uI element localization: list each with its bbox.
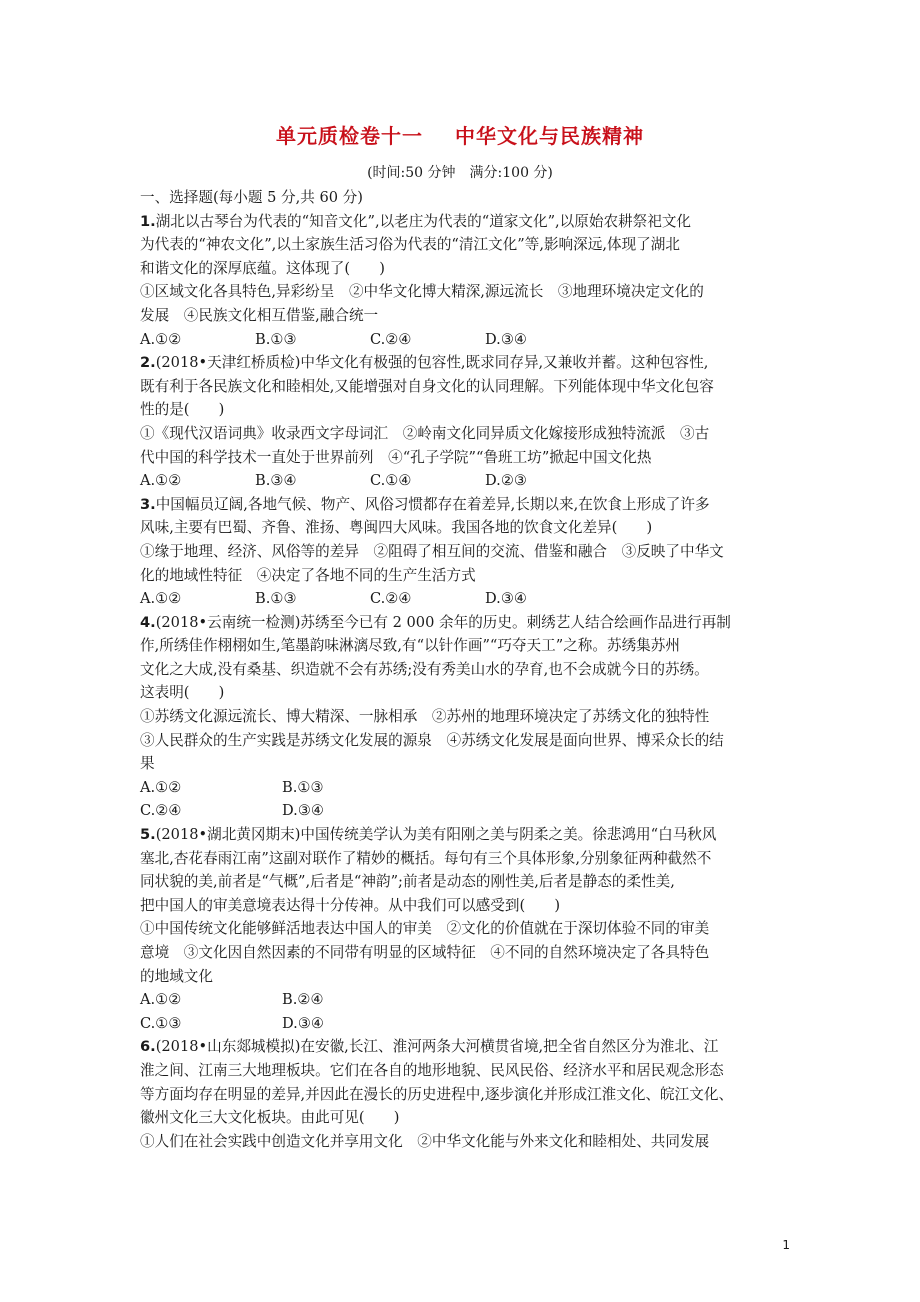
question-text: 风味,主要有巴蜀、齐鲁、淮扬、粤闽四大风味。我国各地的饮食文化差异( ) — [140, 519, 653, 537]
question-line — [140, 493, 780, 517]
exam-score: 满分:100 分) — [469, 165, 553, 181]
question-list — [140, 186, 780, 1153]
question-line — [140, 304, 780, 328]
question-line — [140, 564, 780, 588]
question-text: (2018•天津红桥质检)中华文化有极强的包容性,既求同存异,又兼收并蓄。这种包容性, — [155, 354, 709, 372]
title-part-2: 中华文化与民族精神 — [455, 124, 644, 148]
question-line — [140, 1130, 780, 1154]
question-line — [140, 941, 780, 965]
question-line — [140, 658, 780, 682]
question-text: ①《现代汉语词典》收录西文字母词汇 ②岭南文化同异质文化嫁接形成独特流派 ③古 — [140, 424, 710, 442]
question-text: (2018•山东郯城模拟)在安徽,长江、淮河两条大河横贯省境,把全省自然区分为淮北、江 — [155, 1038, 719, 1056]
answer-option: D.③④ — [282, 802, 324, 820]
answer-option: D.③④ — [282, 1014, 324, 1032]
question-line — [140, 870, 780, 894]
answer-option: D.③④ — [485, 330, 527, 348]
answer-option: C.②④ — [370, 590, 412, 608]
answer-option: A.①② — [140, 991, 182, 1009]
question-text: 塞北,杏花春雨江南”这副对联作了精妙的概括。每句有三个具体形象,分别象征两种截然不 — [140, 849, 712, 867]
question-6 — [140, 1035, 780, 1153]
question-text: 把中国人的审美意境表达得十分传神。从中我们可以感受到( ) — [140, 896, 561, 914]
question-number: 2. — [140, 354, 156, 372]
answer-option: C.②④ — [140, 802, 182, 820]
question-number: 3. — [140, 495, 156, 513]
question-text: (2018•云南统一检测)苏绣至今已有 2 000 余年的历史。刺绣艺人结合绘画作品进行再制 — [155, 613, 731, 631]
question-line — [140, 210, 780, 234]
answer-options — [140, 799, 780, 823]
answer-options — [140, 988, 780, 1012]
page-title — [0, 120, 920, 149]
answer-option: A.①② — [140, 590, 182, 608]
answer-option: A.①② — [140, 330, 182, 348]
question-text: 既有利于各民族文化和睦相处,又能增强对自身文化的认同理解。下列能体现中华文化包容 — [140, 377, 714, 395]
question-2 — [140, 351, 780, 493]
answer-option: A.①② — [140, 778, 182, 796]
answer-options — [140, 1012, 780, 1036]
question-4 — [140, 611, 780, 823]
question-text: ①人们在社会实践中创造文化并享用文化 ②中华文化能与外来文化和睦相处、共同发展 — [140, 1132, 710, 1150]
question-line — [140, 446, 780, 470]
question-line — [140, 917, 780, 941]
question-text: 性的是( ) — [140, 401, 225, 419]
answer-option: B.①③ — [255, 590, 297, 608]
question-text: 徽州文化三大文化板块。由此可见( ) — [140, 1109, 400, 1127]
answer-option: B.③④ — [255, 472, 297, 490]
question-text: ③人民群众的生产实践是苏绣文化发展的源泉 ④苏绣文化发展是面向世界、博采众长的结 — [140, 731, 724, 749]
answer-options — [140, 328, 780, 352]
question-text: 发展 ④民族文化相互借鉴,融合统一 — [140, 306, 379, 324]
title-part-1: 单元质检卷十一 — [276, 124, 423, 148]
question-number: 5. — [140, 826, 156, 844]
answer-options — [140, 776, 780, 800]
question-3 — [140, 493, 780, 611]
question-text: 中国幅员辽阔,各地气候、物产、风俗习惯都存在着差异,长期以来,在饮食上形成了许多 — [155, 495, 710, 513]
question-number: 4. — [140, 613, 156, 631]
question-text: (2018•湖北黄冈期末)中国传统美学认为美有阳刚之美与阴柔之美。徐悲鸿用“白马秋风 — [155, 826, 717, 844]
question-line — [140, 681, 780, 705]
question-line — [140, 398, 780, 422]
answer-option: B.①③ — [282, 778, 324, 796]
question-line — [140, 375, 780, 399]
question-line — [140, 752, 780, 776]
answer-option: B.①③ — [255, 330, 297, 348]
answer-options — [140, 469, 780, 493]
question-number: 6. — [140, 1038, 156, 1056]
question-text: 果 — [140, 755, 155, 773]
question-line — [140, 516, 780, 540]
question-text: 为代表的“神农文化”,以土家族生活习俗为代表的“清江文化”等,影响深远,体现了湖北 — [140, 236, 680, 254]
exam-time: (时间:50 分钟 — [367, 165, 456, 181]
answer-option: C.①④ — [370, 472, 412, 490]
question-text: ①中国传统文化能够鲜活地表达中国人的审美 ②文化的价值就在于深切体验不同的审美 — [140, 920, 710, 938]
question-number: 1. — [140, 212, 156, 230]
question-line — [140, 1106, 780, 1130]
question-text: 和谐文化的深厚底蕴。这体现了( ) — [140, 259, 385, 277]
question-line — [140, 729, 780, 753]
question-text: 化的地域性特征 ④决定了各地不同的生产生活方式 — [140, 566, 476, 584]
answer-option: C.②④ — [370, 330, 412, 348]
answer-options — [140, 587, 780, 611]
question-line — [140, 1059, 780, 1083]
question-text: 意境 ③文化因自然因素的不同带有明显的区域特征 ④不同的自然环境决定了各具特色 — [140, 944, 710, 961]
question-text: 代中国的科学技术一直处于世界前列 ④“孔子学院”“鲁班工坊”掀起中国文化热 — [140, 448, 652, 466]
question-text: ①缘于地理、经济、风俗等的差异 ②阻碍了相互间的交流、借鉴和融合 ③反映了中华文 — [140, 542, 724, 560]
question-text: 等方面均存在明显的差异,并因此在漫长的历史进程中,逐步演化并形成江淮文化、皖江文化、 — [140, 1085, 734, 1103]
question-line — [140, 705, 780, 729]
question-line — [140, 233, 780, 257]
question-1 — [140, 210, 780, 352]
question-line — [140, 257, 780, 281]
question-line — [140, 280, 780, 304]
question-line — [140, 823, 780, 847]
question-text: ①苏绣文化源远流长、博大精深、一脉相承 ②苏州的地理环境决定了苏绣文化的独特性 — [140, 708, 710, 726]
answer-option: D.②③ — [485, 472, 527, 490]
answer-option: A.①② — [140, 472, 182, 490]
question-text: 作,所绣佳作栩栩如生,笔墨韵味淋漓尽致,有“以针作画”“巧夺天工”之称。苏绣集苏州 — [140, 637, 680, 655]
section-heading: 一、选择题(每小题 5 分,共 60 分) — [140, 189, 363, 206]
question-text: 湖北以古琴台为代表的“知音文化”,以老庄为代表的“道家文化”,以原始农耕祭祀文化 — [155, 212, 692, 230]
answer-option: D.③④ — [485, 590, 527, 608]
question-text: 淮之间、江南三大地理板块。它们在各自的地形地貌、民风民俗、经济水平和居民观念形态 — [140, 1061, 724, 1079]
question-line — [140, 634, 780, 658]
question-line — [140, 965, 780, 989]
answer-option: B.②④ — [282, 991, 324, 1009]
question-line — [140, 540, 780, 564]
exam-meta — [0, 162, 920, 182]
page-number: 1 — [782, 1238, 790, 1252]
question-5 — [140, 823, 780, 1035]
answer-option: C.①③ — [140, 1014, 182, 1032]
question-line — [140, 351, 780, 375]
question-line — [140, 1035, 780, 1059]
question-line — [140, 611, 780, 635]
question-line — [140, 1083, 780, 1107]
question-text: ①区域文化各具特色,异彩纷呈 ②中华文化博大精深,源远流长 ③地理环境决定文化的 — [140, 283, 704, 301]
question-text: 这表明( ) — [140, 684, 225, 702]
question-text: 文化之大成,没有桑基、织造就不会有苏绣;没有秀美山水的孕育,也不会成就今日的苏绣。 — [140, 660, 709, 678]
question-line — [140, 847, 780, 871]
question-text: 的地域文化 — [140, 967, 213, 985]
question-text: 同状貌的美,前者是“气概”,后者是“神韵”;前者是动态的刚性美,后者是静态的柔性美, — [140, 873, 675, 891]
question-line — [140, 894, 780, 918]
question-line — [140, 422, 780, 446]
